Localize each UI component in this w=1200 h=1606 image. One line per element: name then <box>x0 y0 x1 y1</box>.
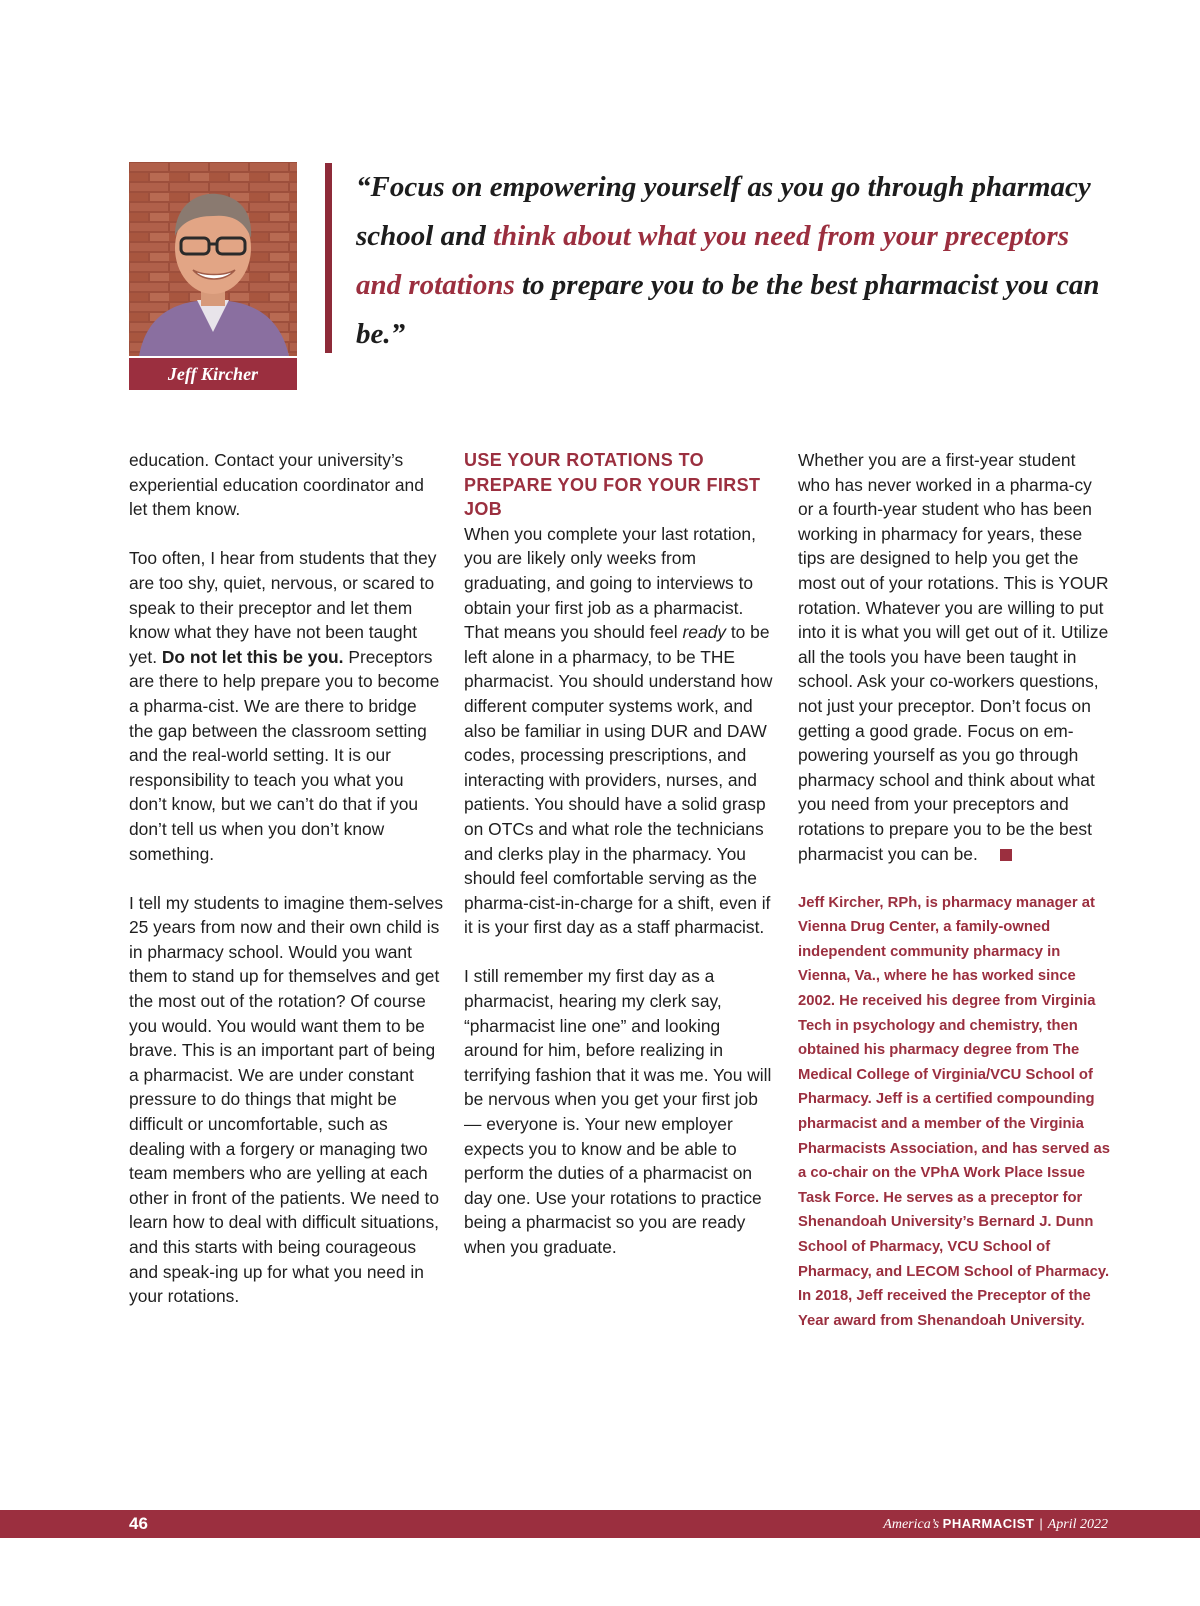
text-run: Too often, I hear from students that they are too shy, quiet, nervous, or scared to speak to their preceptor and let them know what they have not been taught yet. <box>129 548 437 667</box>
italic-text: ready <box>682 622 726 643</box>
page-footer <box>0 1510 1200 1538</box>
paragraph <box>798 448 1110 866</box>
article-column-3 <box>798 448 1110 1358</box>
publication-name: PHARMACIST <box>942 1516 1035 1531</box>
article-column-1 <box>129 448 444 1333</box>
paragraph: I tell my students to imagine them-selves 25 years from now and their own child is in pharmacy school. Would you want them to stand up for themselves and get the most out of the rotation? Of course you would. You would want them to be brave. This is an important part of being a pharmacist. We are under constant pressure to do things that might be difficult or uncomfortable, such as dealing with a forgery or managing two team members who are yelling at each other in front of the patients. We need to learn how to deal with difficult situations, and this starts with being courageous and speak-ing up for what you need in your rotations. <box>129 892 444 1307</box>
article-column-2 <box>464 448 776 1284</box>
author-photo <box>129 162 297 356</box>
publication-prefix: America’s <box>883 1517 940 1532</box>
text-run: to be left alone in a pharmacy, to be THE pharmacist. You should understand how different computer systems work, and also be familiar in using DUR and DAW codes, processing prescriptions, and interacting with providers, nurses, and patients. You should have a solid grasp on OTCs and what role the technicians and clerks play in the pharmacy. You should feel comfortable serving as the pharma-cist-in-charge for a shift, even if it is your first day as a staff pharmacist. <box>464 622 773 938</box>
text-run: When you complete your last rotation, you are likely only weeks from graduating, and going to interviews to obtain your first job as a pharmacist. That means you should feel <box>464 523 756 643</box>
paragraph <box>464 522 776 940</box>
page-number: 46 <box>129 1514 148 1533</box>
issue-date: April 2022 <box>1047 1517 1108 1532</box>
pull-quote-part1: “Focus on empowering yourself as you go through pharmacy school and <box>356 171 1091 252</box>
publication-info <box>883 1510 1108 1539</box>
paragraph: education. Contact your university’s experiential education coordinator and let them know. <box>129 450 424 520</box>
end-mark-icon <box>1000 849 1012 861</box>
pull-quote <box>356 163 1116 359</box>
author-bio: Jeff Kircher, RPh, is pharmacy manager at Vienna Drug Center, a family-owned independent community pharmacy in Vienna, Va., where he has worked since 2002. He received his degree from Virginia Tech in psychology and chemistry, then obtained his pharmacy degree from The Medical College of Virginia/VCU School of Pharmacy. Jeff is a certified compounding pharmacist and a member of the Virginia Pharmacists Association, and has served as a co-chair on the VPhA Work Place Issue Task Force. He serves as a preceptor for Shenandoah University’s Bernard J. Dunn School of Pharmacy, VCU School of Pharmacy, and LECOM School of Pharmacy. In 2018, Jeff received the Preceptor of the Year award from Shenandoah University. <box>798 894 1110 1329</box>
pull-quote-highlight: think about what you need from your preceptors and rotations <box>356 220 1070 301</box>
text-run: Whether you are a first-year student who has never worked in a pharma-cy or a fourth-year student who has been working in pharmacy for years, these tips are designed to help you get the most out of your rotations. This is YOUR rotation. Whatever you are willing to put into it is what you will get out of it. Utilize all the tools you have been taught in school. Ask your co-workers questions, not just your preceptor. Don’t focus on getting a good grade. Focus on em-powering yourself as you go through pharmacy school and think about what you need from your preceptors and rotations to prepare you to be the best pharmacist you can be. <box>798 450 1109 864</box>
paragraph: I still remember my first day as a pharmacist, hearing my clerk say, “pharmacist line one” and looking around for him, before realizing in terrifying fashion that it was me. You will be nervous when you get your first job — everyone is. Your new employer expects you to know and be able to perform the duties of a pharmacist on day one. Use your rotations to practice being a pharmacist so you are ready when you graduate. <box>464 966 772 1257</box>
text-run: Preceptors are there to help prepare you to become a pharma-cist. We are there to bridge the gap between the classroom setting and the real-world setting. It is our responsibility to teach you what you don’t know, but we can’t do that if you don’t tell us when you don’t know something. <box>129 646 440 864</box>
section-heading: USE YOUR ROTATIONS TO PREPARE YOU FOR YOUR FIRST JOB <box>464 450 761 520</box>
pull-quote-part2: to prepare you to be the best pharmacist you can be.” <box>356 269 1100 350</box>
paragraph <box>129 546 444 866</box>
photo-caption: Jeff Kircher <box>129 356 297 390</box>
bold-text: Do not let this be you. <box>161 646 344 667</box>
quote-bar <box>325 163 332 353</box>
footer-separator: | <box>1039 1516 1043 1531</box>
